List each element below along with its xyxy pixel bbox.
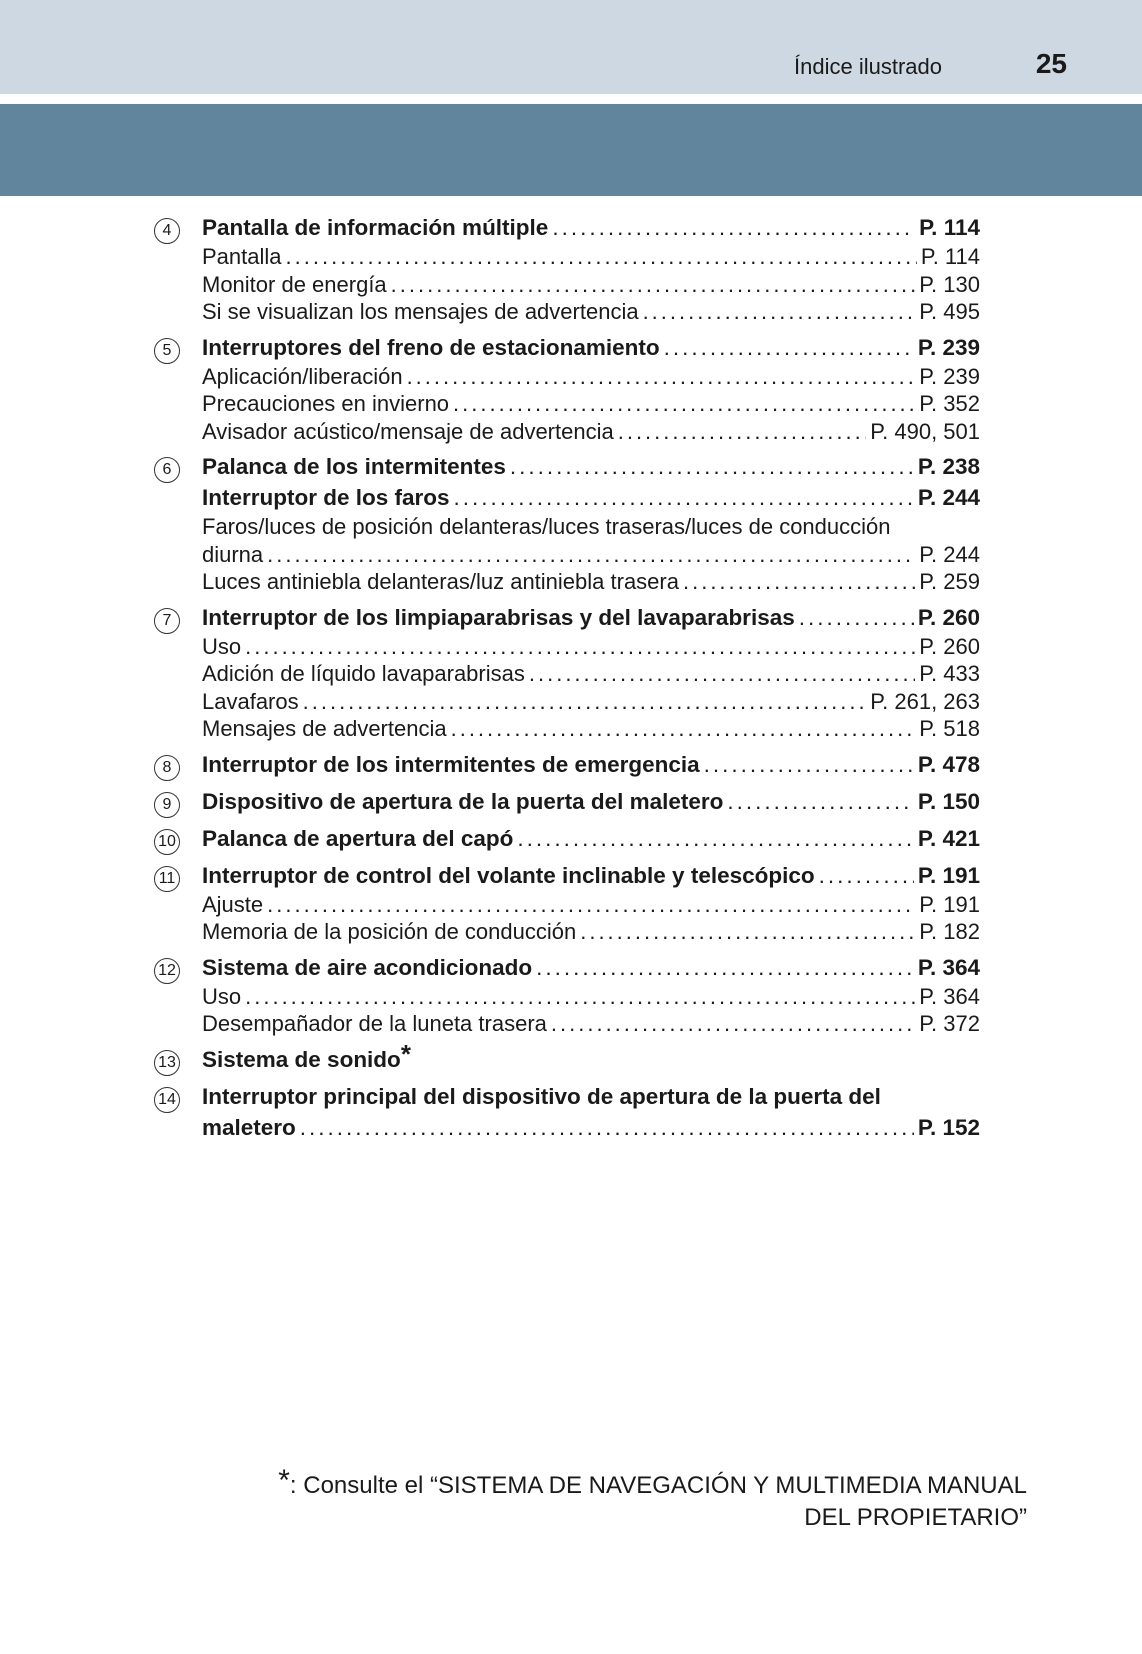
entry-label: maletero — [202, 1114, 296, 1140]
page-reference[interactable]: P. 239 — [917, 334, 980, 360]
index-subitem-row[interactable] — [202, 271, 980, 299]
page-reference[interactable]: P. 421 — [917, 825, 980, 851]
page-reference[interactable]: P. 433 — [919, 661, 980, 686]
dot-leader — [643, 298, 916, 326]
entry-number-badge: 11 — [154, 866, 180, 892]
entry-label: Interruptor de los limpiaparabrisas y del lavaparabrisas — [202, 604, 795, 630]
index-entry — [154, 952, 980, 1038]
page-reference[interactable]: P. 364 — [919, 983, 980, 1009]
index-subitem-row[interactable] — [202, 918, 980, 946]
dot-leader — [664, 332, 914, 363]
entry-number-badge: 8 — [154, 755, 180, 781]
page-reference[interactable]: P. 239 — [919, 363, 980, 389]
page-number: 25 — [1035, 48, 1067, 79]
index-heading-row[interactable] — [202, 602, 980, 633]
page-reference[interactable]: P. 261, 263 — [870, 688, 980, 714]
index-subitem-row[interactable] — [202, 688, 980, 716]
entry-label: Sistema de sonido — [202, 1046, 401, 1072]
page-reference[interactable]: P. 182 — [919, 919, 980, 944]
index-heading-row[interactable] — [202, 212, 980, 243]
footnote — [278, 1464, 1027, 1534]
page-reference[interactable]: P. 238 — [917, 454, 980, 479]
index-subitem-row[interactable] — [202, 715, 980, 743]
entry-label: Precauciones en invierno — [202, 391, 450, 416]
dot-leader — [267, 541, 915, 569]
entry-label: Faros/luces de posición delanteras/luces traseras/luces de conducción — [202, 514, 891, 539]
entry-label: Lavafaros — [202, 688, 299, 714]
index-heading-row[interactable] — [202, 952, 980, 983]
dot-leader — [510, 451, 914, 482]
header-band — [0, 0, 1142, 94]
dot-leader — [580, 918, 915, 946]
page-reference[interactable]: P. 191 — [919, 891, 980, 917]
page-reference[interactable]: P. 152 — [917, 1114, 980, 1140]
index-subitem-row[interactable] — [202, 983, 980, 1011]
dot-leader — [245, 983, 915, 1011]
entry-label: Interruptor de los intermitentes de emergencia — [202, 751, 700, 777]
dot-leader — [727, 786, 913, 817]
page-reference[interactable]: P. 191 — [917, 862, 980, 888]
index-entry — [154, 823, 980, 854]
page-reference[interactable]: P. 490, 501 — [870, 418, 980, 444]
index-subitem-row[interactable] — [202, 243, 980, 271]
page-reference[interactable]: P. 114 — [919, 215, 980, 240]
entry-number-badge: 10 — [154, 829, 180, 855]
entry-label: Palanca de los intermitentes — [202, 454, 506, 479]
dot-leader — [286, 243, 917, 271]
index-subitem-row[interactable] — [202, 1010, 980, 1038]
index-subitem-row[interactable] — [202, 298, 980, 326]
entry-label: Aplicación/liberación — [202, 363, 403, 389]
dot-leader — [683, 568, 915, 596]
index-heading-row[interactable] — [202, 749, 980, 780]
entry-label: Interruptor de control del volante inclinable y telescópico — [202, 862, 815, 888]
page-reference[interactable]: P. 495 — [919, 299, 980, 324]
entry-label: Si se visualizan los mensajes de advertencia — [202, 299, 639, 324]
index-subitem-row[interactable] — [202, 363, 980, 391]
entry-number-badge: 4 — [154, 218, 180, 244]
index-heading-row[interactable] — [202, 1112, 980, 1143]
page-reference[interactable]: P. 130 — [919, 271, 980, 297]
entry-label: Memoria de la posición de conducción — [202, 919, 577, 944]
page-reference[interactable]: P. 114 — [920, 244, 980, 269]
page-reference[interactable]: P. 260 — [919, 633, 980, 659]
entry-label: Pantalla — [202, 244, 282, 269]
index-heading-row[interactable] — [202, 860, 980, 891]
index-heading-row[interactable] — [202, 786, 980, 817]
entry-label: Palanca de apertura del capó — [202, 825, 514, 851]
footnote-line-2: DEL PROPIETARIO” — [804, 1504, 1027, 1531]
entry-number-badge: 9 — [154, 792, 180, 818]
page-reference[interactable]: P. 478 — [917, 751, 980, 777]
page-reference[interactable]: P. 260 — [917, 604, 980, 630]
dot-leader — [300, 1112, 914, 1143]
page-reference[interactable]: P. 244 — [917, 485, 980, 510]
asterisk-marker: * — [400, 1038, 411, 1069]
page-reference[interactable]: P. 244 — [919, 541, 980, 567]
index-entry — [154, 1038, 980, 1075]
dot-leader — [799, 602, 914, 633]
index-entry — [154, 332, 980, 446]
dot-leader — [303, 688, 867, 716]
entry-label: Uso — [202, 633, 242, 659]
page-reference[interactable]: P. 518 — [919, 716, 980, 741]
entry-number-badge: 7 — [154, 608, 180, 634]
dot-leader — [453, 390, 915, 418]
dot-leader — [536, 952, 914, 983]
index-subitem-row[interactable] — [202, 418, 980, 446]
dot-leader — [245, 633, 915, 661]
entry-label: Luces antiniebla delanteras/luz antiniebla trasera — [202, 569, 679, 594]
dot-leader — [407, 363, 916, 391]
index-subitem-row[interactable] — [202, 390, 980, 418]
entry-number-badge: 14 — [154, 1087, 180, 1113]
dot-leader — [517, 823, 913, 854]
dot-leader — [618, 418, 867, 446]
entry-number-badge: 5 — [154, 338, 180, 364]
entry-number-badge: 6 — [154, 457, 180, 483]
dot-leader — [819, 860, 914, 891]
page-reference[interactable]: P. 372 — [919, 1011, 980, 1036]
dot-leader — [451, 715, 916, 743]
footnote-line-1: : Consulte el “SISTEMA DE NAVEGACIÓN Y MULTIMEDIA MANUAL — [289, 1472, 1027, 1499]
section-banner — [0, 104, 1142, 196]
entry-label: Dispositivo de apertura de la puerta del maletero — [202, 788, 724, 814]
index-subitem-row[interactable] — [202, 660, 980, 688]
entry-label: Interruptores del freno de estacionamiento — [202, 334, 660, 360]
entry-number-badge: 12 — [154, 958, 180, 984]
entry-number-badge: 13 — [154, 1050, 180, 1076]
entry-label: Pantalla de información múltiple — [202, 215, 549, 240]
dot-leader — [267, 891, 915, 919]
index-heading-row[interactable] — [202, 451, 980, 482]
index-entry — [154, 451, 980, 596]
index-entry — [154, 860, 980, 946]
page-reference[interactable]: P. 364 — [917, 954, 980, 980]
index-entry — [154, 749, 980, 780]
footnote-star: * — [278, 1464, 290, 1497]
index-list — [154, 212, 980, 1149]
entry-label: Uso — [202, 983, 242, 1009]
index-subitem-row[interactable] — [202, 633, 980, 661]
entry-label: Desempañador de la luneta trasera — [202, 1011, 547, 1036]
dot-leader — [454, 482, 914, 513]
page-reference[interactable]: P. 259 — [919, 569, 980, 594]
dot-leader — [704, 749, 914, 780]
entry-label: Interruptor de los faros — [202, 485, 450, 510]
dot-leader — [552, 212, 915, 243]
entry-label: Adición de líquido lavaparabrisas — [202, 661, 525, 686]
entry-label: Interruptor principal del dispositivo de apertura de la puerta del — [202, 1083, 881, 1109]
index-subitem-row[interactable] — [202, 541, 980, 569]
entry-label: Mensajes de advertencia — [202, 716, 447, 741]
index-subitem-row[interactable] — [202, 891, 980, 919]
dot-leader — [529, 660, 915, 688]
index-entry — [154, 1081, 980, 1143]
index-heading-row[interactable] — [202, 1038, 980, 1075]
dot-leader — [391, 271, 916, 299]
index-heading-row[interactable] — [202, 1081, 980, 1112]
entry-label: Monitor de energía — [202, 271, 387, 297]
index-entry — [154, 602, 980, 743]
page-reference[interactable]: P. 150 — [917, 788, 980, 814]
index-heading-row[interactable] — [202, 482, 980, 513]
entry-label: Sistema de aire acondicionado — [202, 954, 533, 980]
entry-label: Ajuste — [202, 891, 264, 917]
page-reference[interactable]: P. 352 — [919, 391, 980, 416]
entry-label: diurna — [202, 541, 264, 567]
index-subitem-row[interactable] — [202, 513, 980, 541]
index-heading-row[interactable] — [202, 332, 980, 363]
entry-label: Avisador acústico/mensaje de advertencia — [202, 418, 614, 444]
index-heading-row[interactable] — [202, 823, 980, 854]
index-subitem-row[interactable] — [202, 568, 980, 596]
section-title: Índice ilustrado — [794, 54, 942, 79]
index-entry — [154, 212, 980, 326]
index-entry — [154, 786, 980, 817]
dot-leader — [551, 1010, 915, 1038]
